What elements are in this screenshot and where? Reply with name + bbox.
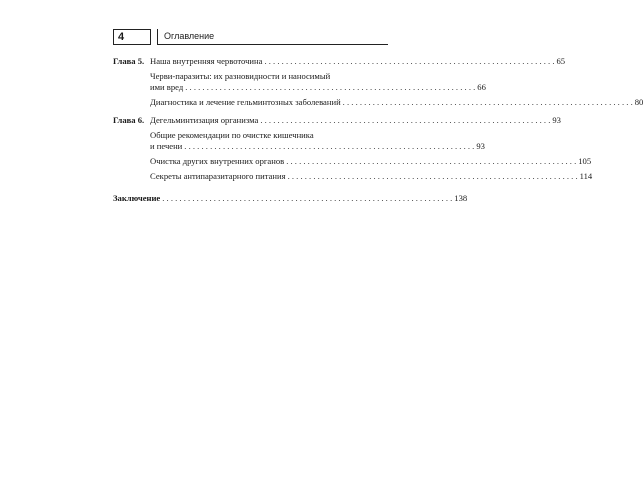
entry-page: 114 bbox=[579, 171, 593, 181]
dot-leader bbox=[185, 82, 475, 93]
entry-title-line1: Черви-паразиты: их разновидности и наносимый bbox=[150, 71, 331, 81]
toc-entry-chapter6-1[interactable] bbox=[113, 115, 561, 126]
entry-title-line1: Общие рекомендации по очистке кишечника bbox=[150, 130, 314, 140]
toc-entry-chapter5-3[interactable] bbox=[113, 97, 643, 108]
toc-entry-chapter6-3[interactable] bbox=[113, 156, 592, 167]
entry-page: 65 bbox=[556, 56, 566, 66]
entry-title: Наша внутренняя червоточина bbox=[150, 56, 263, 66]
dot-leader bbox=[184, 141, 474, 152]
chapter-label: Глава 6. bbox=[113, 115, 145, 125]
dot-leader bbox=[288, 171, 578, 182]
chapter-label: Глава 5. bbox=[113, 56, 145, 66]
entry-page: 105 bbox=[578, 156, 592, 166]
toc-entry-chapter6-2[interactable] bbox=[113, 130, 485, 152]
entry-page: 138 bbox=[454, 193, 468, 203]
entry-title: Диагностика и лечение гельминтозных заболеваний bbox=[150, 97, 341, 107]
running-header-title: Оглавление bbox=[164, 31, 215, 41]
toc-entry-conclusion[interactable] bbox=[113, 193, 468, 204]
entry-title: Дегельминтизация организма bbox=[150, 115, 259, 125]
dot-leader bbox=[162, 193, 452, 204]
entry-title: Очистка других внутренних органов bbox=[150, 156, 285, 166]
dot-leader bbox=[260, 115, 550, 126]
entry-page: 80 bbox=[634, 97, 643, 107]
entry-title-line2: ими вред bbox=[150, 82, 184, 92]
dot-leader bbox=[286, 156, 576, 167]
entry-title: Секреты антипаразитарного питания bbox=[150, 171, 286, 181]
conclusion-title: Заключение bbox=[113, 193, 161, 203]
entry-page: 66 bbox=[477, 82, 486, 92]
dot-leader bbox=[343, 97, 633, 108]
header-rule bbox=[157, 44, 388, 45]
dot-leader bbox=[264, 56, 554, 67]
toc-entry-chapter5-1[interactable] bbox=[113, 56, 566, 67]
entry-page: 93 bbox=[476, 141, 485, 151]
toc-entry-chapter6-4[interactable] bbox=[113, 171, 593, 182]
table-of-contents bbox=[113, 56, 643, 204]
entry-page: 93 bbox=[552, 115, 561, 125]
header-divider bbox=[157, 29, 158, 45]
page-number: 4 bbox=[113, 29, 151, 45]
toc-entry-chapter5-2[interactable] bbox=[113, 71, 486, 93]
entry-title-line2: и печени bbox=[150, 141, 183, 151]
